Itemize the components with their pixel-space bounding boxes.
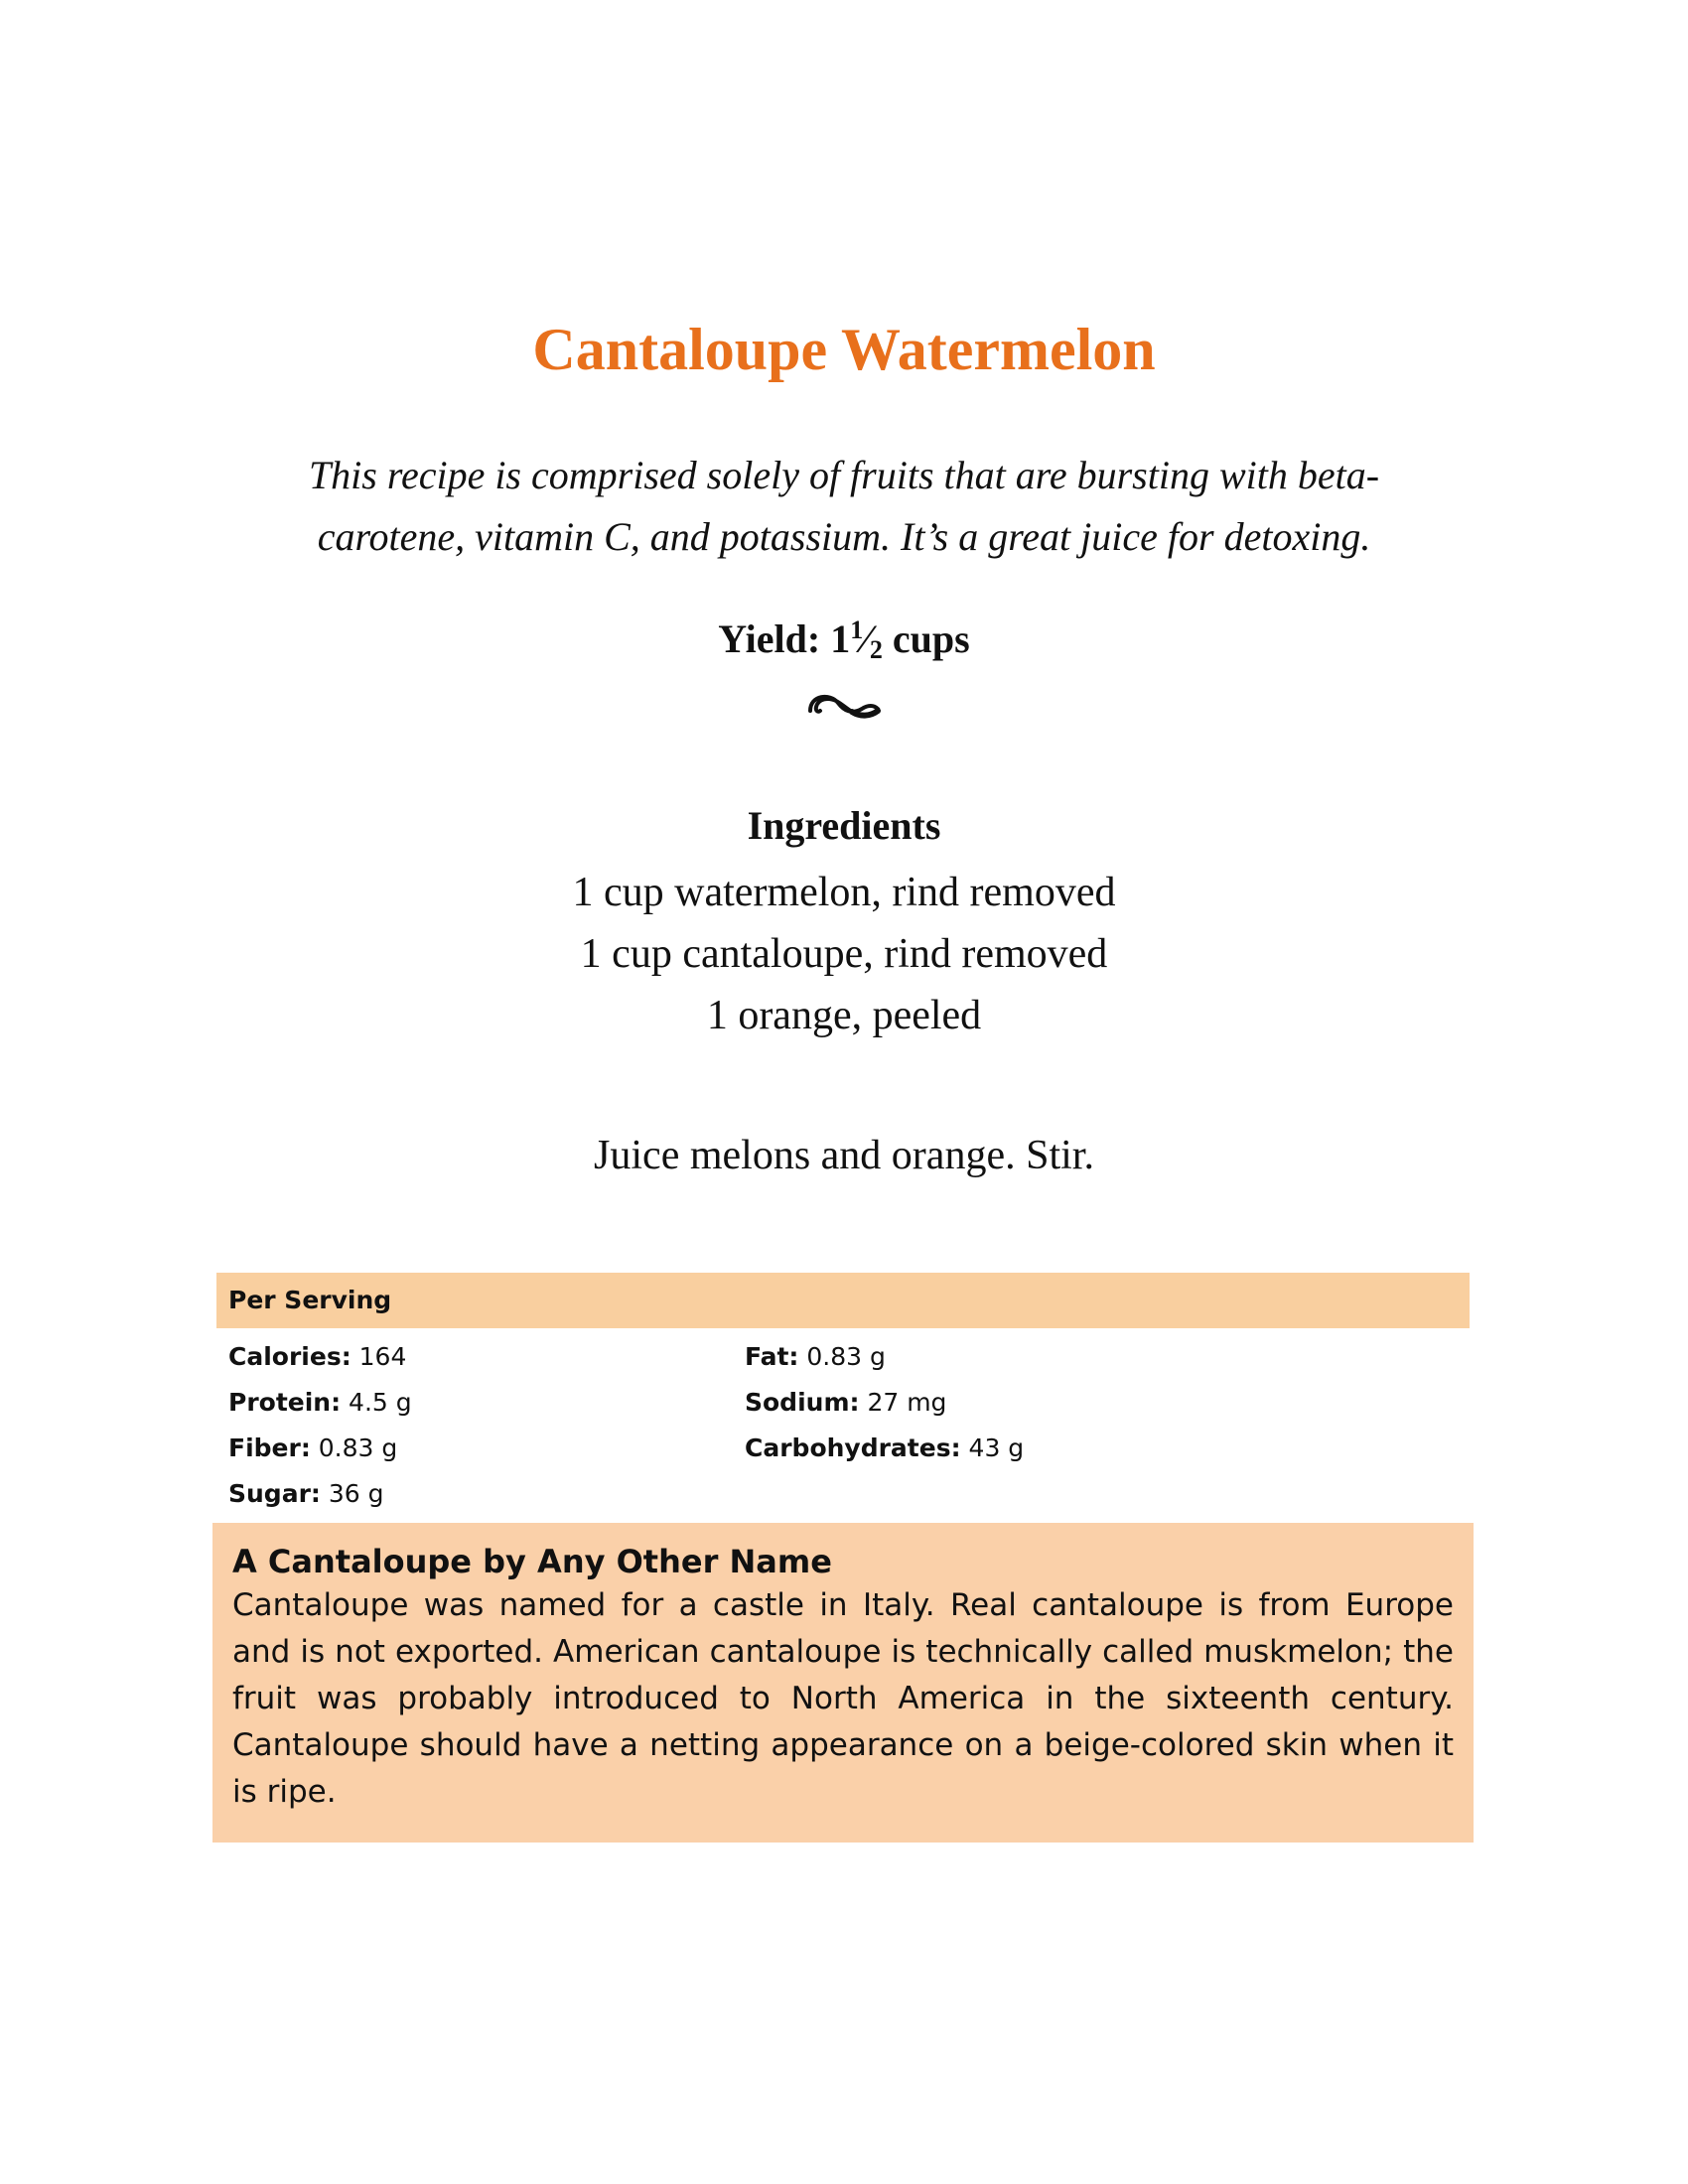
nutrition-value: 4.5 g	[341, 1388, 412, 1417]
ingredients-heading: Ingredients	[747, 803, 941, 848]
nutrition-header: Per Serving	[216, 1273, 1470, 1328]
nutrition-fiber	[228, 1433, 397, 1462]
yield-denominator: 2	[869, 635, 883, 664]
nutrition-protein	[228, 1388, 412, 1417]
sidebar-title: A Cantaloupe by Any Other Name	[232, 1543, 832, 1580]
ingredient-item: 1 orange, peeled	[706, 993, 982, 1038]
nutrition-value: 27 mg	[859, 1388, 947, 1417]
recipe-title: Cantaloupe Watermelon	[532, 317, 1156, 382]
nutrition-value: 0.83 g	[798, 1342, 886, 1371]
nutrition-label: Fat:	[745, 1342, 799, 1371]
nutrition-label: Protein:	[228, 1388, 342, 1417]
sidebar-body: Cantaloupe was named for a castle in Italy. Real cantaloupe is from Europe and is not exported. American cantaloupe is technically called muskmelon; the fruit was probably introduced to North America in the sixteenth century. Cantaloupe should have a netting appearance on a beige-colored skin when it is ripe.	[232, 1587, 1454, 1810]
nutrition-label: Sodium:	[745, 1388, 860, 1417]
sidebar-box	[212, 1523, 1474, 1843]
nutrition-value: 36 g	[320, 1479, 384, 1508]
ingredient-item: 1 cup watermelon, rind removed	[572, 870, 1116, 915]
nutrition-label: Carbohydrates:	[745, 1433, 961, 1462]
nutrition-fat	[745, 1342, 886, 1371]
nutrition-value: 43 g	[960, 1433, 1025, 1462]
recipe-yield: Yield: $1^1⁄2$ cups	[718, 615, 970, 664]
nutrition-value: 0.83 g	[310, 1433, 398, 1462]
recipe-instructions: Juice melons and orange. Stir.	[594, 1133, 1094, 1178]
nutrition-label: Fiber:	[228, 1433, 311, 1462]
nutrition-value: 164	[351, 1342, 407, 1371]
ornament-swirl-icon	[804, 685, 884, 725]
ingredient-list	[0, 862, 1688, 1046]
yield-numerator: 1	[850, 615, 864, 644]
recipe-intro: This recipe is comprised solely of fruits that are bursting with beta-carotene, vitamin C, and potassium. It’s a great juice for detoxing.	[308, 453, 1380, 559]
ingredient-item: 1 cup cantaloupe, rind removed	[580, 931, 1108, 977]
nutrition-sodium	[745, 1388, 946, 1417]
yield-whole: 1	[830, 616, 851, 661]
nutrition-label: Sugar:	[228, 1479, 321, 1508]
nutrition-calories	[228, 1342, 406, 1371]
yield-unit: cups	[882, 616, 970, 661]
nutrition-label: Calories:	[228, 1342, 352, 1371]
nutrition-sugar	[228, 1479, 383, 1508]
nutrition-carbohydrates	[745, 1433, 1024, 1462]
yield-label: Yield:	[718, 616, 831, 661]
